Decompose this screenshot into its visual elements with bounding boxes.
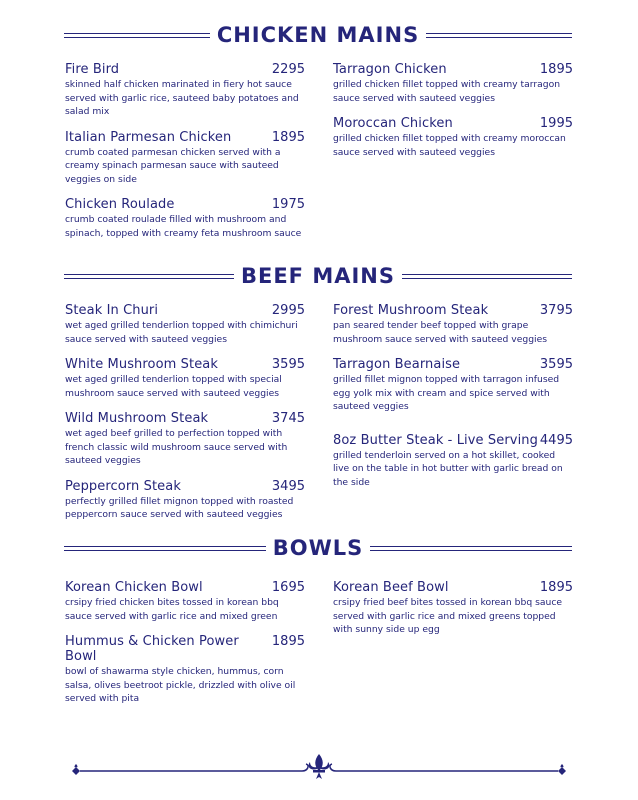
item-name: White Mushroom Steak — [65, 357, 219, 372]
item-price: 3595 — [539, 357, 573, 372]
menu-item — [65, 634, 305, 706]
footer-ornament — [70, 752, 568, 782]
item-price: 1895 — [271, 129, 305, 145]
menu-item — [333, 303, 573, 346]
item-name: Korean Beef Bowl — [333, 580, 449, 595]
item-price: 3495 — [271, 478, 305, 494]
item-name: Tarragon Bearnaise — [333, 357, 461, 372]
header-rule-left — [64, 546, 266, 551]
menu-item — [333, 62, 573, 105]
section-header-chicken-mains — [64, 20, 572, 50]
menu-item — [333, 357, 573, 414]
item-price: 3595 — [271, 357, 305, 372]
beef-mains-right-column — [333, 303, 573, 500]
item-name: Chicken Roulade — [65, 197, 175, 212]
item-price: 1895 — [271, 634, 305, 649]
menu-item — [65, 130, 305, 187]
item-description: pan seared tender beef topped with grape mushroom sauce served with sauteed veggies — [333, 320, 548, 345]
item-price: 1695 — [271, 580, 305, 595]
menu-item — [333, 116, 573, 159]
item-price: 1975 — [271, 197, 305, 212]
section-title: BOWLS — [272, 536, 364, 560]
item-description: grilled fillet mignon topped with tarragon infused egg yolk mix with cream and spice served with sauteed veggies — [333, 374, 560, 412]
item-price: 2295 — [271, 62, 305, 77]
item-name: Italian Parmesan Chicken — [65, 129, 232, 145]
item-price: 1895 — [539, 62, 573, 77]
menu-item — [65, 411, 305, 468]
item-price: 1895 — [539, 580, 573, 595]
item-price: 3745 — [271, 411, 305, 426]
menu-item — [333, 433, 573, 490]
item-name: Korean Chicken Bowl — [65, 580, 203, 595]
item-name: 8oz Butter Steak - Live Serving — [333, 432, 538, 448]
item-name: Steak In Churi — [65, 303, 159, 318]
chicken-mains-left-column — [65, 62, 305, 251]
item-name: Wild Mushroom Steak — [65, 411, 209, 426]
header-rule-left — [64, 274, 234, 279]
item-description: skinned half chicken marinated in fiery hot sauce served with garlic rice, sauteed baby potatoes and salad mix — [65, 79, 299, 117]
item-name: Fire Bird — [65, 62, 120, 77]
item-description: crumb coated parmesan chicken served with a creamy spinach parmesan sauce with sauteed veggies on side — [65, 146, 281, 185]
item-description: grilled chicken fillet topped with creamy moroccan sauce served with sauteed veggies — [333, 133, 566, 158]
item-price: 2995 — [271, 303, 305, 318]
header-rule-right — [370, 546, 572, 551]
chicken-mains-right-column — [333, 62, 573, 170]
section-title: BEEF MAINS — [240, 264, 396, 288]
item-description: wet aged grilled tenderlion topped with chimichuri sauce served with sauteed veggies — [65, 320, 298, 345]
item-price: 4495 — [539, 432, 573, 448]
item-name: Moroccan Chicken — [333, 116, 453, 131]
item-description: wet aged grilled tenderlion topped with special mushroom sauce served with sauteed veggies — [65, 374, 282, 399]
bowls-left-column — [65, 580, 305, 717]
menu-item — [65, 197, 305, 240]
section-title: CHICKEN MAINS — [216, 23, 420, 47]
item-name: Forest Mushroom Steak — [333, 303, 489, 318]
fleur-de-lis-icon — [70, 752, 568, 782]
menu-item — [333, 580, 573, 637]
menu-item — [65, 357, 305, 400]
menu-item — [65, 479, 305, 522]
header-rule-right — [402, 274, 572, 279]
item-name: Tarragon Chicken — [333, 62, 447, 77]
item-description: crsipy fried chicken bites tossed in korean bbq sauce served with garlic rice and mixed green — [65, 597, 279, 622]
menu-item — [65, 580, 305, 623]
section-header-beef-mains — [64, 261, 572, 291]
item-description: grilled tenderloin served on a hot skillet, cooked live on the table in hot butter with garlic bread on the side — [333, 449, 563, 488]
item-description: crsipy fried beef bites tossed in korean bbq sauce served with garlic rice and mixed greens topped with sunny side up egg — [333, 597, 563, 635]
header-rule-right — [426, 33, 572, 38]
menu-item — [65, 303, 305, 346]
item-description: perfectly grilled fillet mignon topped with roasted peppercorn sauce served with sauteed veggies — [65, 495, 294, 520]
item-name: Hummus & Chicken Power Bowl — [65, 634, 239, 664]
item-price: 1995 — [539, 116, 573, 131]
item-description: bowl of shawarma style chicken, hummus, corn salsa, olives beetroot pickle, drizzled with olive oil served with pita — [65, 666, 296, 704]
item-description: grilled chicken fillet topped with creamy tarragon sauce served with sauteed veggies — [333, 79, 561, 104]
menu-item — [65, 62, 305, 119]
item-name: Peppercorn Steak — [65, 478, 181, 494]
item-price: 3795 — [539, 303, 573, 318]
beef-mains-left-column — [65, 303, 305, 533]
item-description: wet aged beef grilled to perfection topped with french classic wild mushroom sauce served with sauteed veggies — [65, 428, 288, 466]
section-header-bowls — [64, 533, 572, 563]
bowls-right-column — [333, 580, 573, 648]
header-rule-left — [64, 33, 210, 38]
item-description: crumb coated roulade filled with mushroom and spinach, topped with creamy feta mushroom sauce — [65, 214, 302, 239]
